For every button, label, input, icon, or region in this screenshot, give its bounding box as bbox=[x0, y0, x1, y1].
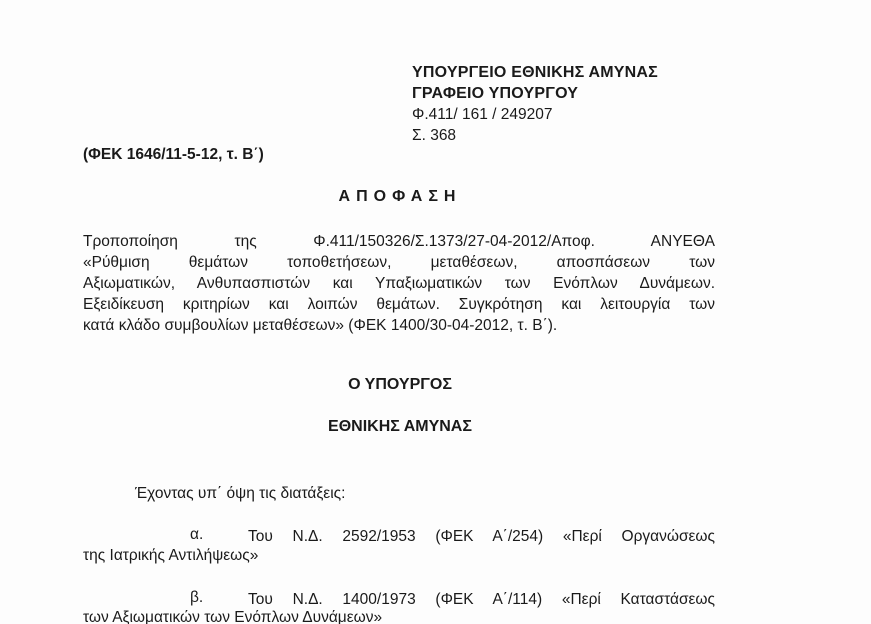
provision-first-line bbox=[248, 526, 715, 547]
sigma-number: Σ. 368 bbox=[412, 127, 457, 144]
subject-line: «Ρύθμιση θεμάτων τοποθετήσεων, μεταθέσεων, αποσπάσεων των bbox=[83, 254, 715, 271]
protocol-number: Φ.411/ 161 / 249207 bbox=[412, 106, 553, 123]
provision-text: Του Ν.Δ. 2592/1953 (ΦΕΚ Α΄/254) «Περί Οργανώσεως bbox=[248, 528, 715, 545]
intro-text: Έχοντας υπ΄ όψη τις διατάξεις: bbox=[135, 485, 346, 502]
fek-reference: (ΦΕΚ 1646/11-5-12, τ. Β΄) bbox=[83, 146, 264, 163]
office-name: ΓΡΑΦΕΙΟ ΥΠΟΥΡΓΟΥ bbox=[412, 85, 579, 102]
provision-text: Του Ν.Δ. 1400/1973 (ΦΕΚ Α΄/114) «Περί Καταστάσεως bbox=[248, 591, 715, 608]
ministry-name: ΥΠΟΥΡΓΕΙΟ ΕΘΝΙΚΗΣ ΑΜΥΝΑΣ bbox=[412, 64, 658, 81]
subject-line: Αξιωματικών, Ανθυπασπιστών και Υπαξιωματικών των Ενόπλων Δυνάμεων. bbox=[83, 275, 715, 292]
minister-heading: Ο ΥΠΟΥΡΓΟΣ bbox=[348, 376, 452, 393]
provision-second-line: της Ιατρικής Αντιλήψεως» bbox=[83, 547, 259, 564]
subject-line: Εξειδίκευση κριτηρίων και λοιπών θεμάτων. Συγκρότηση και λειτουργία των bbox=[83, 296, 715, 313]
document-title: ΑΠΟΦΑΣΗ bbox=[338, 188, 462, 205]
provision-first-line bbox=[248, 589, 715, 610]
provision-second-line: των Αξιωματικών των Ενόπλων Δυνάμεων» bbox=[83, 609, 383, 624]
provision-marker: α. bbox=[190, 526, 204, 543]
subject-line: Τροποποίηση της Φ.411/150326/Σ.1373/27-04-2012/Αποφ. ΑΝΥΕΘΑ bbox=[83, 233, 715, 250]
subject-line: κατά κλάδο συμβουλίων μεταθέσεων» (ΦΕΚ 1400/30-04-2012, τ. Β΄). bbox=[83, 317, 558, 334]
subject-paragraph bbox=[83, 231, 715, 336]
ministry-heading: ΕΘΝΙΚΗΣ ΑΜΥΝΑΣ bbox=[328, 418, 472, 435]
provision-marker: β. bbox=[190, 589, 204, 606]
